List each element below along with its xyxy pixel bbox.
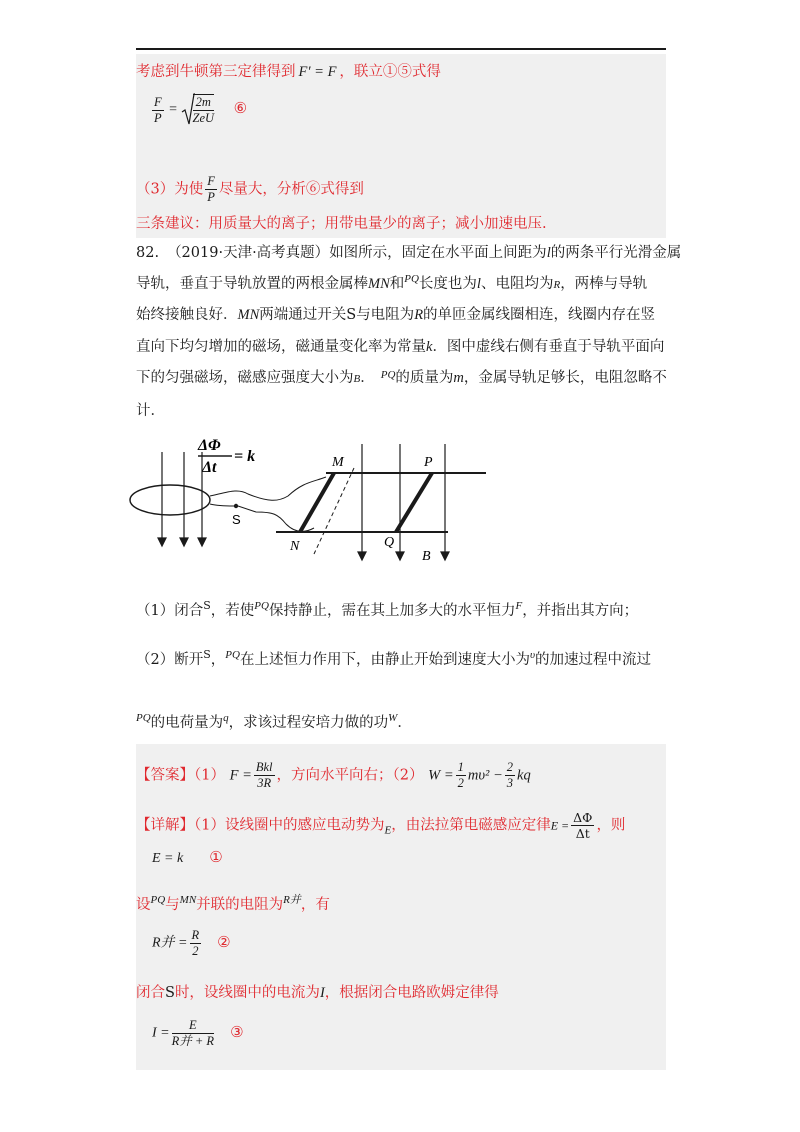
rod-mn: [300, 473, 334, 532]
label-m: M: [332, 455, 344, 470]
formula-6: $\frac{F}{P}$ = $\frac{2m}{\text{ZeU}}$ ⑥: [150, 92, 247, 128]
question-line-5: 下的匀强磁场，磁感应强度大小为B． $^{PQ}$的质量为m，金属导轨足够长，电阻忽略不: [136, 369, 667, 386]
question-line-2: 导轨，垂直于导轨放置的两根金属棒MN和$^{PQ}$长度也为l、电阻均为R，两棒与导轨: [136, 273, 648, 292]
label-b: B: [422, 549, 431, 564]
subquestion-2-cont: $^{PQ}$的电荷量为$^q$，求该过程安培力做的功$^W$．: [136, 712, 412, 731]
coil: [130, 485, 210, 515]
subquestion-2: （2）断开$^S$，$^{PQ}$在上述恒力作用下，由静止开始到速度大小为$^\upsilon$的加速过程中流过: [136, 648, 652, 668]
newton-third-law-line: 考虑到牛顿第三定律得到 F′ = F ，联立①⑤式得: [136, 64, 441, 80]
wire-lower: [210, 504, 314, 531]
label-s: S: [232, 512, 241, 527]
svg-text:ΔΦ: ΔΦ: [198, 437, 221, 454]
subquestion-1: （1）闭合$^S$，若使$^{PQ}$保持静止，需在其上加多大的水平恒力$^F$，并指出其方向；: [136, 599, 639, 619]
rod-pq: [396, 473, 432, 532]
answer-line: 【答案】（1） F = $\frac{\text{Bkl}}{3R}$ ，方向水平向右；（2） W = $\frac{1}{2}$ mυ² − $\frac{2}{3}$ kq: [136, 760, 531, 790]
wire-upper: [210, 477, 326, 500]
svg-text:= k: = k: [234, 448, 256, 465]
question-line-6: 计．: [136, 403, 165, 419]
question-line-4: 直向下均匀增加的磁场，磁通量变化率为常量k．图中虚线右侧有垂直于导轨平面向: [136, 339, 665, 355]
equation-1: E = k ①: [152, 848, 223, 866]
switch-contact: [234, 504, 238, 508]
label-p: P: [424, 455, 433, 470]
equation-2: R并 = $\frac{R}{2}$ ②: [152, 928, 231, 958]
top-rule: [136, 48, 666, 50]
equation-3: I = $\frac{E}{\text{R并 + R}}$ ③: [152, 1018, 244, 1048]
part3-line: （3）为使 $\frac{F}{P}$ 尽量大，分析⑥式得到: [136, 174, 364, 204]
field-boundary: [314, 468, 354, 554]
svg-text:Δt: Δt: [202, 459, 217, 476]
b-field-arrows: [358, 444, 449, 560]
coil-field-arrows: [158, 452, 206, 546]
label-n: N: [290, 539, 300, 554]
question-line-3: 始终接触良好．MN两端通过开关S与电阻为R的单匝金属线圈相连，线圈内存在竖: [136, 307, 656, 323]
detail-line-1: 【详解】（1）设线圈中的感应电动势为$_E$，由法拉第电磁感应定律E = $\frac{\Delta\Phi}{\Delta t}$ ，则: [136, 810, 626, 841]
detail-line-3: 闭合S时，设线圈中的电流为I，根据闭合电路欧姆定律得: [136, 985, 499, 1001]
advice-line: 三条建议：用质量大的离子；用带电量少的离子；减小加速电压.: [136, 216, 547, 232]
question-line-1: 82. （2019·天津·高考真题）如图所示，固定在水平面上间距为l的两条平行光滑金属: [136, 245, 682, 261]
flux-rate-label: [197, 437, 255, 476]
circuit-figure: [128, 432, 498, 577]
label-q: Q: [384, 535, 395, 550]
detail-line-2: 设$^{PQ}$与$^{MN}$并联的电阻为$^{R并}$，有: [136, 894, 330, 913]
